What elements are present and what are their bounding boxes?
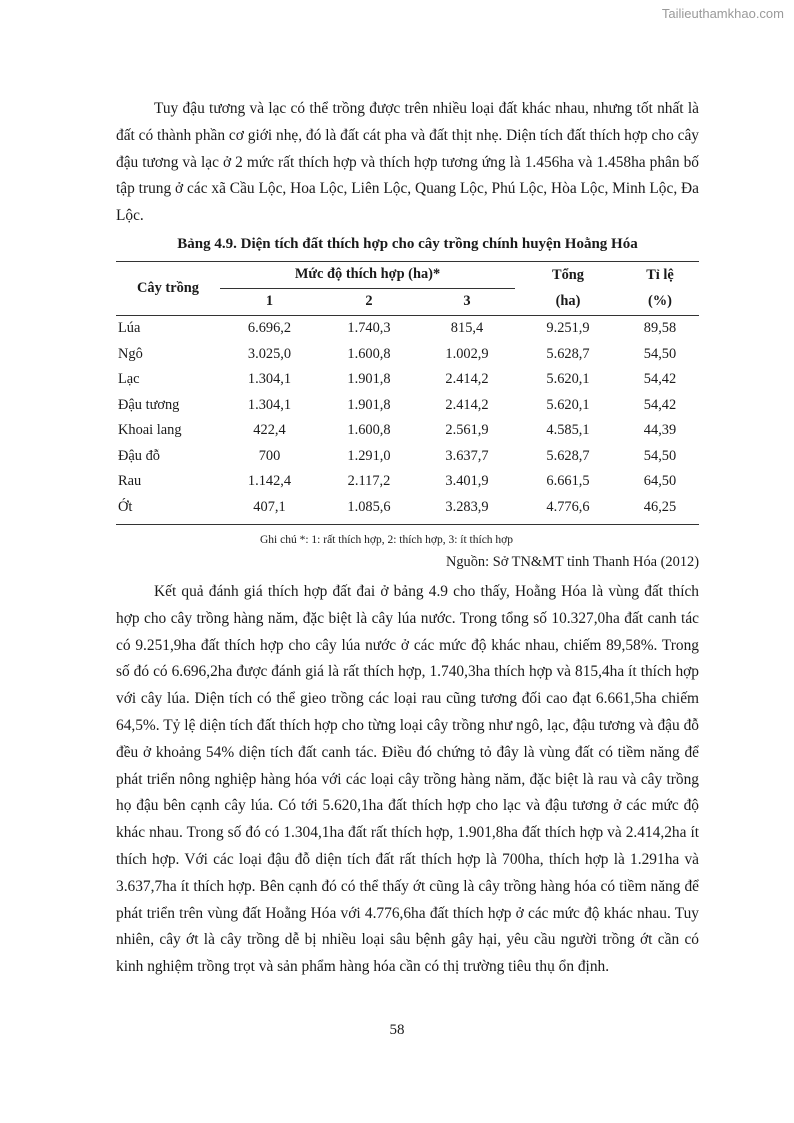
total-cell: 4.776,6 [515, 494, 621, 524]
watermark: Tailieuthamkhao.com [661, 6, 784, 21]
table-row [116, 494, 699, 524]
level-1-cell: 1.304,1 [247, 396, 292, 413]
ratio-cell: 64,50 [643, 473, 677, 490]
level-1-cell: 1.142,4 [247, 473, 292, 490]
crop-cell: Ngô [118, 345, 143, 362]
header-ratio: Tỉ lệ [646, 266, 674, 283]
ratio-cell: 54,42 [643, 396, 677, 413]
header-level-2: 2 [365, 293, 373, 310]
level-3-cell: 815,4 [450, 320, 484, 337]
total-cell: 5.620,1 [546, 371, 590, 388]
crop-cell: Đậu đỗ [118, 447, 160, 464]
table-caption: Bảng 4.9. Diện tích đất thích hợp cho cây trồng chính huyện Hoằng Hóa [177, 235, 638, 252]
level-2-cell: 1.085,6 [319, 494, 419, 524]
table-note: Ghi chú *: 1: rất thích hợp, 2: thích hợp, 3: ít thích hợp [260, 533, 514, 546]
suitability-table [116, 261, 699, 525]
page-number: 58 [389, 1022, 405, 1038]
paragraph-analysis: Kết quả đánh giá thích hợp đất đai ở bảng 4.9 cho thấy, Hoằng Hóa là vùng đất thích hợp cho cây trồng hàng năm, đặc biệt là cây lúa nước. Trong tổng số 10.327,0ha đất canh tác có 9.251,9ha đất thích hợp cho cây lúa nước ở các mức độ khác nhau, chiếm 89,58%. Trong số đó có 6.696,2ha được đánh giá là rất thích hợp, 1.740,3ha thích hợp và 815,4ha ít thích hợp với cây lúa. Diện tích có thể gieo trồng các loại rau cũng tương đối cao đạt 6.661,5ha chiếm 64,5%. Tỷ lệ diện tích đất thích hợp cho từng loại cây trồng như ngô, lạc, đậu tương và đậu đỗ đều ở khoảng 54% diện tích đất canh tác. Điều đó chứng tỏ đây là vùng đất có tiềm năng để phát triển nông nghiệp hàng hóa với các loại cây trồng hàng năm, đặc biệt là rau và cây trồng họ đậu bên cạnh cây lúa. Có tới 5.620,1ha đất thích hợp cho lạc và đậu tương ở các mức độ khác nhau. Trong số đó có 1.304,1ha đất rất thích hợp, 1.901,8ha đất thích hợp và 2.414,2ha ít thích hợp. Với các loại đậu đỗ diện tích đất rất thích hợp là 700ha, thích hợp là 1.291ha và 3.637,7ha ít thích hợp. Bên cạnh đó có thể thấy ớt cũng là cây trồng hàng hóa có tiềm năng để phát triển trên vùng đất Hoằng Hóa với 4.776,6ha đất thích hợp ở các mức độ khác nhau. Tuy nhiên, cây ớt là cây trồng dễ bị nhiều loại sâu bệnh gây hại, yêu cầu người trồng ớt cần có kinh nghiệm trồng trọt và sản phẩm hàng hóa cần có thị trường tiêu thụ ổn định. [116, 582, 699, 976]
header-total-unit: (ha) [555, 293, 581, 310]
total-cell: 5.628,7 [546, 345, 590, 362]
level-3-cell: 2.414,2 [445, 396, 489, 413]
crop-cell: Rau [118, 473, 142, 490]
table-row [116, 469, 699, 495]
level-2-cell: 1.600,8 [347, 345, 391, 362]
level-3-cell: 3.401,9 [445, 473, 489, 490]
header-suitability: Mức độ thích hợp (ha)* [220, 261, 515, 288]
level-1-cell: 1.304,1 [247, 371, 292, 388]
level-1-cell: 6.696,2 [247, 320, 292, 337]
table-row [116, 443, 699, 469]
level-3-cell: 2.561,9 [445, 422, 489, 439]
level-2-cell: 1.600,8 [347, 422, 391, 439]
level-1-cell: 3.025,0 [247, 345, 292, 362]
total-cell: 5.620,1 [546, 396, 590, 413]
total-cell: 6.661,5 [546, 473, 590, 490]
total-cell: 9.251,9 [546, 320, 590, 337]
level-3-cell: 3.637,7 [445, 447, 489, 464]
crop-cell: Khoai lang [118, 422, 182, 439]
ratio-cell: 44,39 [643, 422, 677, 439]
header-level-1: 1 [265, 293, 274, 310]
total-cell: 5.628,7 [546, 447, 590, 464]
paragraph-intro: Tuy đậu tương và lạc có thể trồng được trên nhiều loại đất khác nhau, nhưng tốt nhất là đất có thành phần cơ giới nhẹ, đó là đất cát pha và đất thịt nhẹ. Diện tích đất thích hợp cho cây đậu tương và lạc ở 2 mức rất thích hợp và thích hợp tương ứng là 1.456ha và 1.458ha phân bố tập trung ở các xã Cầu Lộc, Hoa Lộc, Liên Lộc, Quang Lộc, Phú Lộc, Hòa Lộc, Minh Lộc, Đa Lộc. [116, 100, 699, 225]
level-3-cell: 3.283,9 [419, 494, 515, 524]
level-2-cell: 1.901,8 [347, 396, 391, 413]
table-row [116, 367, 699, 393]
table-body [116, 315, 699, 524]
level-2-cell: 1.740,3 [347, 320, 391, 337]
crop-cell: Lạc [118, 371, 140, 388]
crop-cell: Đậu tương [118, 396, 180, 413]
level-1-cell: 422,4 [253, 422, 286, 439]
header-total: Tổng [552, 266, 584, 283]
level-2-cell: 1.291,0 [347, 447, 391, 464]
table-row [116, 341, 699, 367]
table-row [116, 392, 699, 418]
header-level-3: 3 [463, 293, 471, 310]
level-3-cell: 1.002,9 [445, 345, 489, 362]
crop-cell: Lúa [118, 320, 141, 337]
ratio-cell: 54,50 [643, 345, 677, 362]
header-crop: Cây trồng [137, 279, 199, 296]
total-cell: 4.585,1 [546, 422, 590, 439]
table-row [116, 315, 699, 341]
level-1-cell: 700 [258, 447, 281, 464]
header-ratio-unit: (%) [648, 293, 672, 310]
table-source: Nguồn: Sở TN&MT tỉnh Thanh Hóa (2012) [445, 553, 699, 570]
ratio-cell: 46,25 [621, 494, 699, 524]
level-1-cell: 407,1 [220, 494, 319, 524]
level-2-cell: 2.117,2 [347, 473, 391, 490]
ratio-cell: 54,50 [643, 447, 677, 464]
page-content [116, 96, 699, 981]
ratio-cell: 54,42 [643, 371, 677, 388]
crop-cell: Ớt [116, 494, 220, 524]
ratio-cell: 89,58 [643, 320, 677, 337]
level-2-cell: 1.901,8 [347, 371, 391, 388]
table-row [116, 418, 699, 444]
level-3-cell: 2.414,2 [445, 371, 489, 388]
